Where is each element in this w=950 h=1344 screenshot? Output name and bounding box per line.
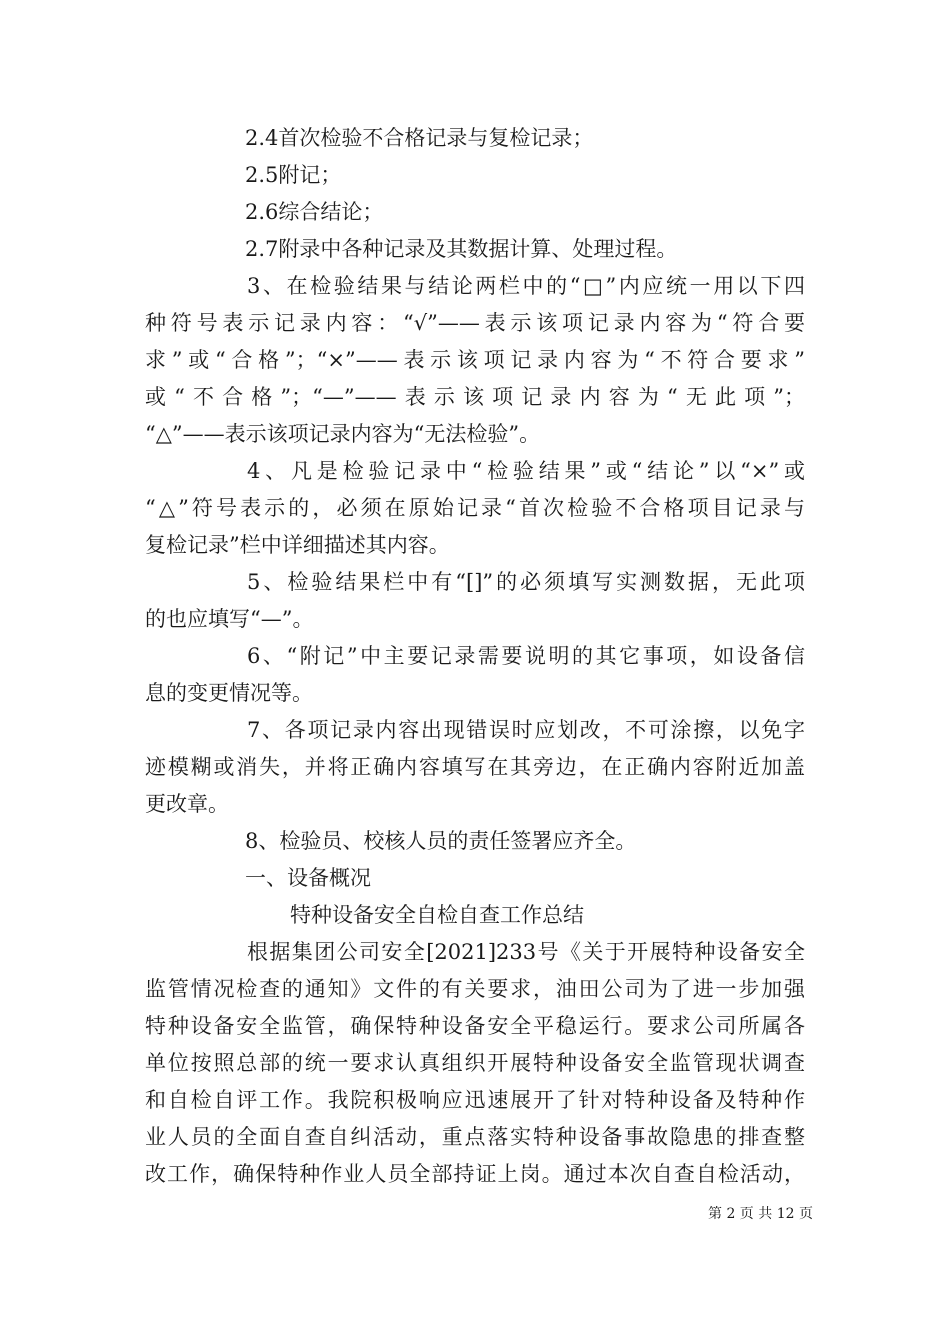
text-line: 迹模糊或消失，并将正确内容填写在其旁边，在正确内容附近加盖 bbox=[145, 755, 805, 779]
text-line: 求”或“合格”；“×”——表示该项记录内容为“不符合要求” bbox=[145, 348, 805, 372]
text-line: 7、各项记录内容出现错误时应划改，不可涂擦，以免字 bbox=[247, 718, 805, 742]
text-line: 3、在检验结果与结论两栏中的“□”内应统一用以下四 bbox=[247, 274, 805, 298]
text-line: 2.5附记； bbox=[245, 163, 342, 187]
text-line: 单位按照总部的统一要求认真组织开展特种设备安全监管现状调查 bbox=[145, 1051, 805, 1075]
text-line: 根据集团公司安全[2021]233号《关于开展特种设备安全 bbox=[247, 940, 805, 964]
text-line: 息的变更情况等。 bbox=[145, 681, 313, 705]
text-line: 8、检验员、校核人员的责任签署应齐全。 bbox=[245, 829, 637, 853]
section-heading: 一、设备概况 bbox=[245, 866, 371, 890]
page-number: 第 2 页 共 12 页 bbox=[708, 1206, 813, 1222]
text-line: 业人员的全面自查自纠活动，重点落实特种设备事故隐患的排查整 bbox=[145, 1125, 805, 1149]
text-line: 或“不合格”；“—”——表示该项记录内容为“无此项”； bbox=[145, 385, 805, 409]
text-line: 特种设备安全监管，确保特种设备安全平稳运行。要求公司所属各 bbox=[145, 1014, 805, 1038]
text-line: 4、凡是检验记录中“检验结果”或“结论”以“×”或 bbox=[247, 459, 805, 483]
document-body bbox=[145, 120, 805, 1193]
document-title: 特种设备安全自检自查工作总结 bbox=[290, 903, 584, 927]
text-line: 改工作，确保特种作业人员全部持证上岗。通过本次自查自检活动， bbox=[145, 1162, 805, 1186]
text-line: 2.4首次检验不合格记录与复检记录； bbox=[245, 126, 594, 150]
text-line: 5、检验结果栏中有“[]”的必须填写实测数据，无此项 bbox=[247, 570, 805, 594]
text-line: 和自检自评工作。我院积极响应迅速展开了针对特种设备及特种作 bbox=[145, 1088, 805, 1112]
text-line: 2.6综合结论； bbox=[245, 200, 384, 224]
text-line: “△”——表示该项记录内容为“无法检验”。 bbox=[145, 422, 541, 446]
text-line: 6、“附记”中主要记录需要说明的其它事项，如设备信 bbox=[247, 644, 805, 668]
text-line: 2.7附录中各种记录及其数据计算、处理过程。 bbox=[245, 237, 678, 261]
text-line: 的也应填写“—”。 bbox=[145, 607, 314, 631]
text-line: 更改章。 bbox=[145, 792, 229, 816]
text-line: 种符号表示记录内容：“√”——表示该项记录内容为“符合要 bbox=[145, 311, 805, 335]
text-line: “△”符号表示的，必须在原始记录“首次检验不合格项目记录与 bbox=[145, 496, 805, 520]
text-line: 监管情况检查的通知》文件的有关要求，油田公司为了进一步加强 bbox=[145, 977, 805, 1001]
text-line: 复检记录”栏中详细描述其内容。 bbox=[145, 533, 450, 557]
